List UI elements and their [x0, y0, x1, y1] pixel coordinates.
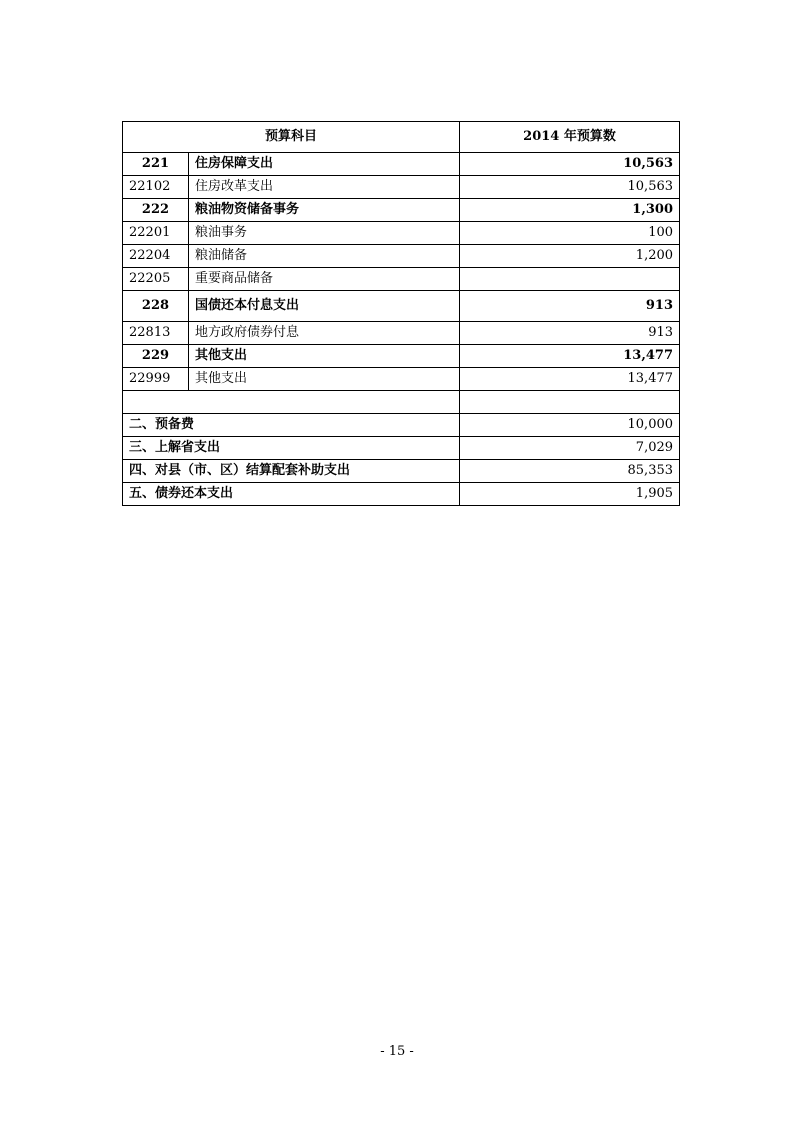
table-row	[123, 245, 680, 268]
empty-cell	[460, 391, 680, 414]
empty-cell	[123, 391, 460, 414]
section-amount: 1,905	[460, 483, 680, 506]
section-row	[123, 437, 680, 460]
row-amount: 913	[460, 291, 680, 322]
row-name: 粮油事务	[189, 222, 460, 245]
section-label: 四、对县（市、区）结算配套补助支出	[123, 460, 460, 483]
row-amount	[460, 268, 680, 291]
row-code: 22999	[123, 368, 189, 391]
table-header-row	[123, 122, 680, 153]
row-code: 22102	[123, 176, 189, 199]
row-name: 粮油储备	[189, 245, 460, 268]
section-amount: 10,000	[460, 414, 680, 437]
table-row	[123, 176, 680, 199]
row-amount: 10,563	[460, 176, 680, 199]
row-name: 地方政府债券付息	[189, 322, 460, 345]
table-row	[123, 222, 680, 245]
section-label: 三、上解省支出	[123, 437, 460, 460]
table-row	[123, 345, 680, 368]
row-code: 228	[123, 291, 189, 322]
row-amount: 13,477	[460, 368, 680, 391]
section-amount: 85,353	[460, 460, 680, 483]
row-code: 229	[123, 345, 189, 368]
row-amount: 1,200	[460, 245, 680, 268]
section-amount: 7,029	[460, 437, 680, 460]
row-amount: 13,477	[460, 345, 680, 368]
row-amount: 10,563	[460, 153, 680, 176]
page-number: - 15 -	[380, 1044, 414, 1059]
section-row	[123, 414, 680, 437]
header-amount: 2014 年预算数	[460, 122, 680, 153]
row-code: 22205	[123, 268, 189, 291]
row-name: 粮油物资储备事务	[189, 199, 460, 222]
table-row	[123, 322, 680, 345]
table-row	[123, 199, 680, 222]
row-amount: 1,300	[460, 199, 680, 222]
header-subject: 预算科目	[123, 122, 460, 153]
row-name: 住房保障支出	[189, 153, 460, 176]
section-label: 五、债券还本支出	[123, 483, 460, 506]
row-code: 222	[123, 199, 189, 222]
section-label: 二、预备费	[123, 414, 460, 437]
row-amount: 913	[460, 322, 680, 345]
table-row	[123, 153, 680, 176]
row-amount: 100	[460, 222, 680, 245]
table-row	[123, 368, 680, 391]
row-code: 22204	[123, 245, 189, 268]
empty-row	[123, 391, 680, 414]
row-name: 重要商品储备	[189, 268, 460, 291]
section-row	[123, 483, 680, 506]
row-name: 住房改革支出	[189, 176, 460, 199]
row-name: 其他支出	[189, 345, 460, 368]
row-code: 22813	[123, 322, 189, 345]
table-row	[123, 291, 680, 322]
section-row	[123, 460, 680, 483]
row-code: 22201	[123, 222, 189, 245]
table-row	[123, 268, 680, 291]
row-name: 其他支出	[189, 368, 460, 391]
row-name: 国债还本付息支出	[189, 291, 460, 322]
row-code: 221	[123, 153, 189, 176]
budget-table	[122, 121, 680, 506]
